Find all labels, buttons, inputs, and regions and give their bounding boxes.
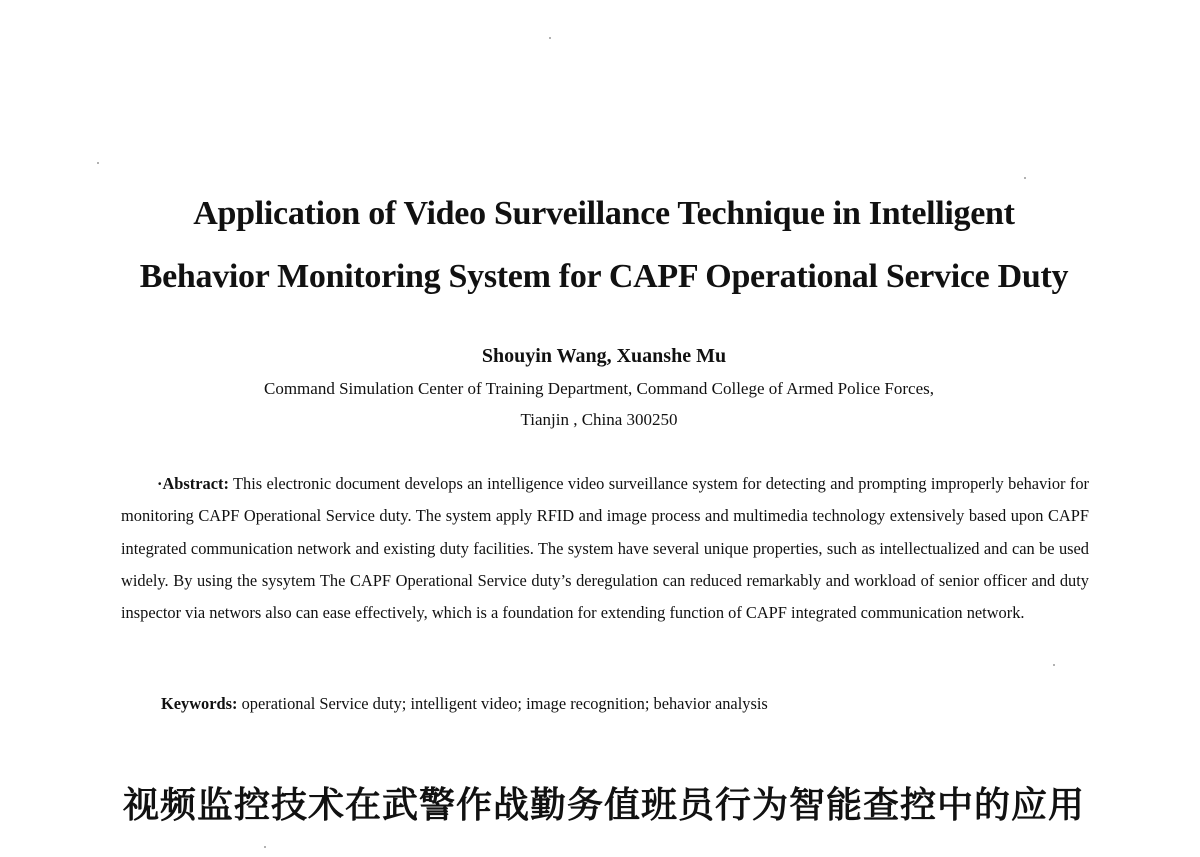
scan-speck	[97, 162, 99, 164]
scan-speck	[1053, 664, 1055, 666]
paper-title-line-1: Application of Video Surveillance Technique in Intelligent	[193, 195, 1015, 232]
abstract-text: This electronic document develops an intelligence video surveillance system for detecting and prompting improperly behavior for monitoring CAPF Operational Service duty. The system apply RFID and image process and multimedia technology extensively based upon CAPF integrated communication network and existing duty facilities. The system have several unique properties, such as intellectualized and can be used widely. By using the sysytem The CAPF Operational Service duty’s deregulation can reduced remarkably and workload of senior officer and duty inspector via networs also can ease effectively, which is a foundation for extending function of CAPF integrated communication network.	[121, 474, 1089, 623]
keywords-label: Keywords:	[161, 694, 238, 713]
paper-title-line-2: Behavior Monitoring System for CAPF Operational Service Duty	[139, 258, 1069, 295]
author-list: Shouyin Wang, Xuanshe Mu	[481, 345, 727, 367]
keywords-line	[161, 692, 1089, 716]
keywords-text: operational Service duty; intelligent video; image recognition; behavior analysis	[241, 694, 768, 713]
chinese-title: 视频监控技术在武警作战勤务值班员行为智能查控中的应用	[122, 785, 1085, 826]
scan-speck	[549, 37, 551, 39]
affiliation-line-1: Command Simulation Center of Training Department, Command College of Armed Police Forces,	[264, 379, 934, 398]
scan-speck	[1024, 177, 1026, 179]
affiliation-line-2: Tianjin , China 300250	[520, 410, 678, 429]
abstract-paragraph	[121, 468, 1089, 629]
scan-speck	[264, 846, 266, 848]
abstract-label: ·Abstract:	[157, 474, 229, 493]
